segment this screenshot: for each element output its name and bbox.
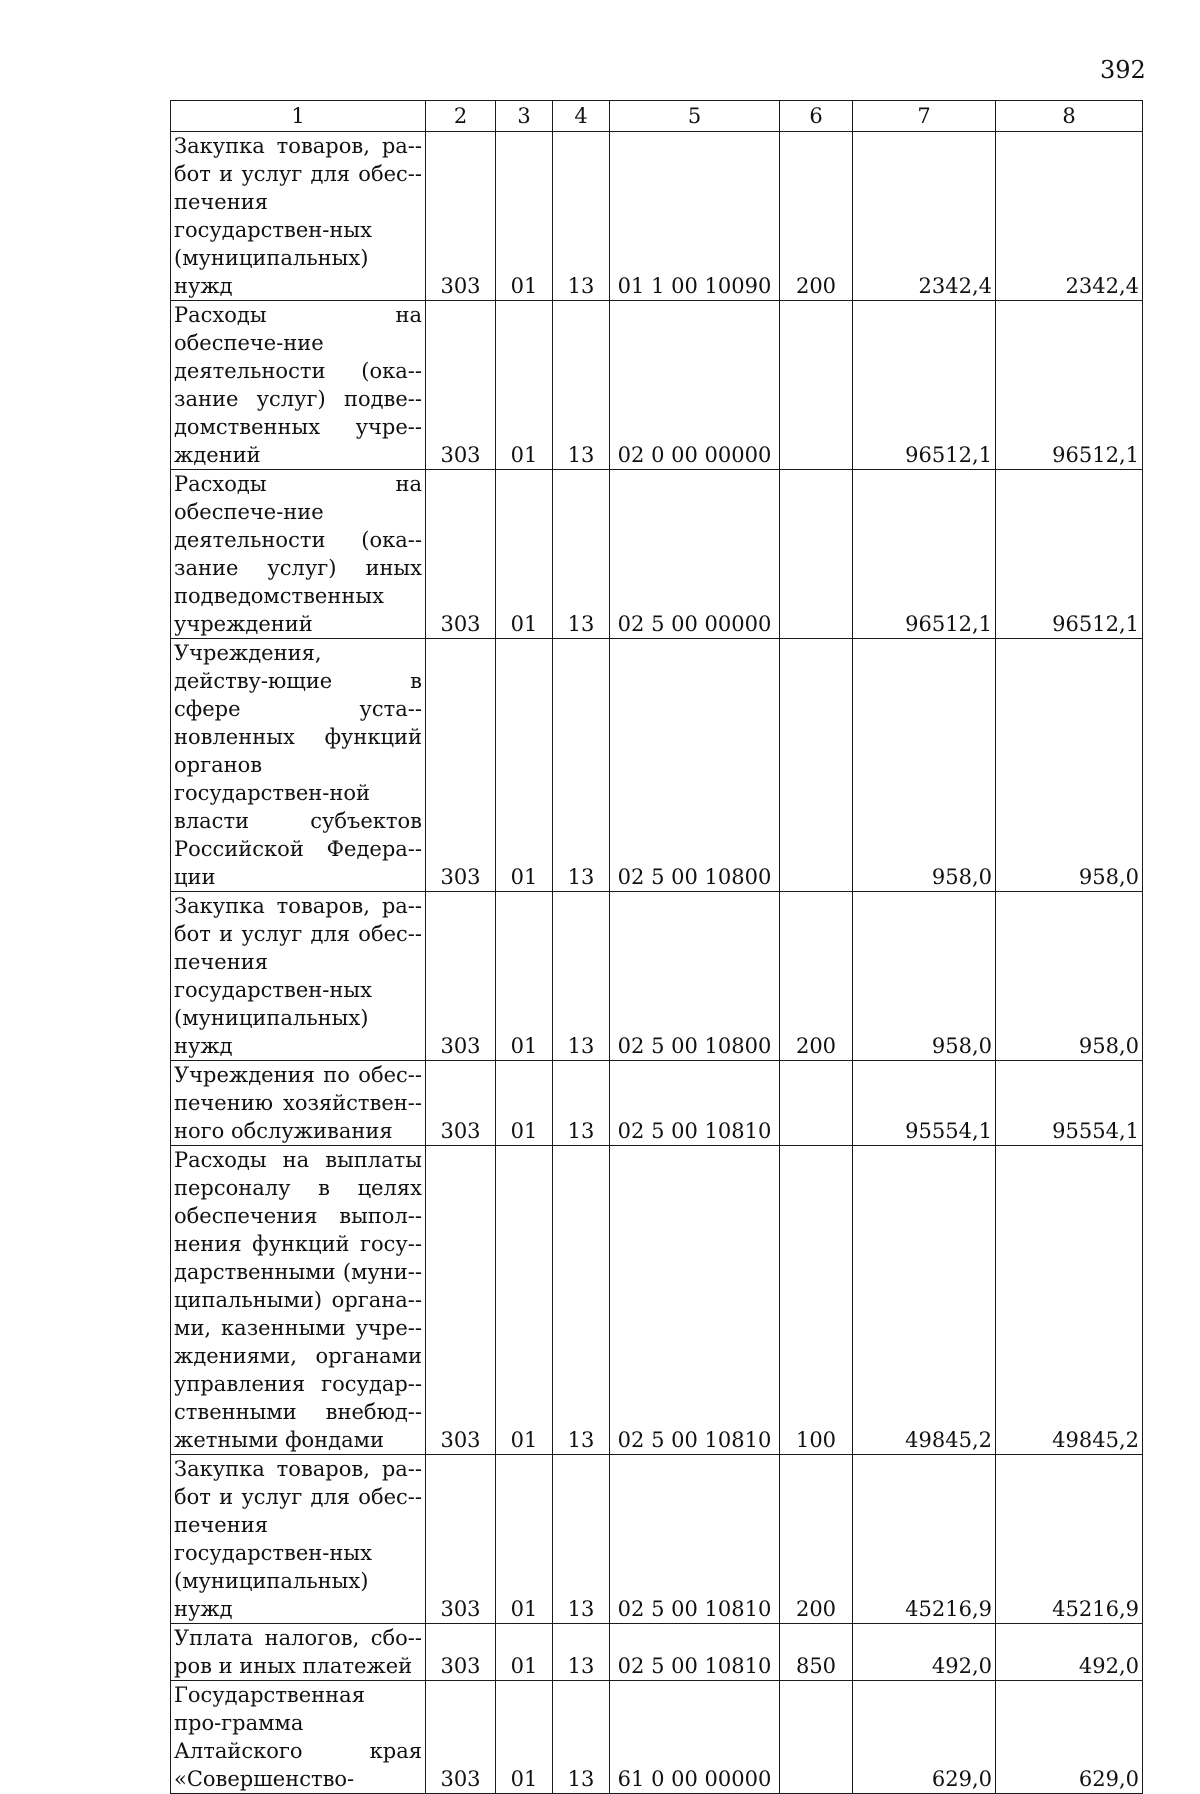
column-header-3: 3 [496, 101, 553, 132]
budget-table [170, 100, 1143, 1794]
cell-c3: 01 [496, 1624, 553, 1681]
cell-c3: 01 [496, 1681, 553, 1794]
row-name: Расходы на обеспече-ние деятельности (ока-зание услуг) подве-домственных учре-ждений [171, 301, 426, 470]
table-row [171, 1624, 1143, 1681]
row-name: Уплата налогов, сбо-ров и иных платежей [171, 1624, 426, 1681]
cell-c7: 629,0 [853, 1681, 996, 1794]
cell-c4: 13 [553, 132, 610, 301]
cell-c7: 96512,1 [853, 470, 996, 639]
cell-c6 [780, 301, 853, 470]
cell-c2: 303 [426, 301, 496, 470]
cell-c6 [780, 1681, 853, 1794]
cell-c8: 2342,4 [996, 132, 1143, 301]
column-header-4: 4 [553, 101, 610, 132]
cell-c3: 01 [496, 1061, 553, 1146]
column-header-1: 1 [171, 101, 426, 132]
cell-c6: 850 [780, 1624, 853, 1681]
cell-c5: 02 5 00 10810 [610, 1061, 780, 1146]
cell-c5: 02 5 00 10810 [610, 1455, 780, 1624]
cell-c8: 96512,1 [996, 470, 1143, 639]
cell-c2: 303 [426, 892, 496, 1061]
cell-c5: 61 0 00 00000 [610, 1681, 780, 1794]
cell-c5: 02 0 00 00000 [610, 301, 780, 470]
cell-c3: 01 [496, 639, 553, 892]
cell-c6: 200 [780, 132, 853, 301]
table-row [171, 301, 1143, 470]
table-row [171, 132, 1143, 301]
row-name: Учреждения по обес-печению хозяйствен-ного обслуживания [171, 1061, 426, 1146]
cell-c8: 49845,2 [996, 1146, 1143, 1455]
row-name: Учреждения, действу-ющие в сфере уста-новленных функций органов государствен-ной власти субъектов Российской Федера-ции [171, 639, 426, 892]
column-header-6: 6 [780, 101, 853, 132]
column-header-7: 7 [853, 101, 996, 132]
table-row [171, 892, 1143, 1061]
cell-c8: 96512,1 [996, 301, 1143, 470]
row-name: Государственная про-грамма Алтайского края «Совершенство- [171, 1681, 426, 1794]
column-header-8: 8 [996, 101, 1143, 132]
cell-c6: 200 [780, 892, 853, 1061]
header-row [171, 101, 1143, 132]
cell-c2: 303 [426, 1624, 496, 1681]
cell-c5: 02 5 00 10810 [610, 1624, 780, 1681]
row-name: Расходы на обеспече-ние деятельности (ока-зание услуг) иных подведомственных учреждений [171, 470, 426, 639]
cell-c7: 492,0 [853, 1624, 996, 1681]
row-name: Расходы на выплаты персоналу в целях обеспечения выпол-нения функций госу-дарственными (муни-ципальными) органа-ми, казенными учре-ждениями, органами управления государ-ственными внебюд-жетными фондами [171, 1146, 426, 1455]
table-row [171, 1146, 1143, 1455]
cell-c4: 13 [553, 470, 610, 639]
cell-c4: 13 [553, 1061, 610, 1146]
cell-c2: 303 [426, 1061, 496, 1146]
cell-c2: 303 [426, 1681, 496, 1794]
table-row [171, 1455, 1143, 1624]
cell-c5: 02 5 00 10800 [610, 892, 780, 1061]
cell-c8: 492,0 [996, 1624, 1143, 1681]
cell-c7: 96512,1 [853, 301, 996, 470]
cell-c8: 958,0 [996, 639, 1143, 892]
cell-c3: 01 [496, 1455, 553, 1624]
cell-c7: 49845,2 [853, 1146, 996, 1455]
table-row [171, 1681, 1143, 1794]
cell-c3: 01 [496, 132, 553, 301]
cell-c3: 01 [496, 892, 553, 1061]
cell-c2: 303 [426, 1146, 496, 1455]
cell-c5: 02 5 00 00000 [610, 470, 780, 639]
cell-c4: 13 [553, 1681, 610, 1794]
cell-c4: 13 [553, 1624, 610, 1681]
cell-c8: 45216,9 [996, 1455, 1143, 1624]
cell-c8: 629,0 [996, 1681, 1143, 1794]
cell-c6 [780, 639, 853, 892]
cell-c6: 100 [780, 1146, 853, 1455]
cell-c4: 13 [553, 1455, 610, 1624]
cell-c7: 958,0 [853, 892, 996, 1061]
cell-c6 [780, 1061, 853, 1146]
cell-c4: 13 [553, 1146, 610, 1455]
cell-c7: 2342,4 [853, 132, 996, 301]
cell-c3: 01 [496, 470, 553, 639]
cell-c3: 01 [496, 1146, 553, 1455]
cell-c6: 200 [780, 1455, 853, 1624]
row-name: Закупка товаров, ра-бот и услуг для обес-печения государствен-ных (муниципальных) нужд [171, 892, 426, 1061]
cell-c2: 303 [426, 132, 496, 301]
cell-c4: 13 [553, 301, 610, 470]
table-row [171, 1061, 1143, 1146]
cell-c5: 02 5 00 10810 [610, 1146, 780, 1455]
table-row [171, 639, 1143, 892]
cell-c2: 303 [426, 1455, 496, 1624]
cell-c8: 95554,1 [996, 1061, 1143, 1146]
cell-c4: 13 [553, 892, 610, 1061]
cell-c5: 02 5 00 10800 [610, 639, 780, 892]
table-row [171, 470, 1143, 639]
cell-c3: 01 [496, 301, 553, 470]
cell-c2: 303 [426, 639, 496, 892]
cell-c7: 95554,1 [853, 1061, 996, 1146]
row-name: Закупка товаров, ра-бот и услуг для обес-печения государствен-ных (муниципальных) нужд [171, 1455, 426, 1624]
cell-c8: 958,0 [996, 892, 1143, 1061]
cell-c6 [780, 470, 853, 639]
cell-c7: 45216,9 [853, 1455, 996, 1624]
cell-c2: 303 [426, 470, 496, 639]
page-number: 392 [1100, 56, 1146, 84]
row-name: Закупка товаров, ра-бот и услуг для обес-печения государствен-ных (муниципальных) нужд [171, 132, 426, 301]
cell-c7: 958,0 [853, 639, 996, 892]
column-header-5: 5 [610, 101, 780, 132]
column-header-2: 2 [426, 101, 496, 132]
cell-c5: 01 1 00 10090 [610, 132, 780, 301]
cell-c4: 13 [553, 639, 610, 892]
